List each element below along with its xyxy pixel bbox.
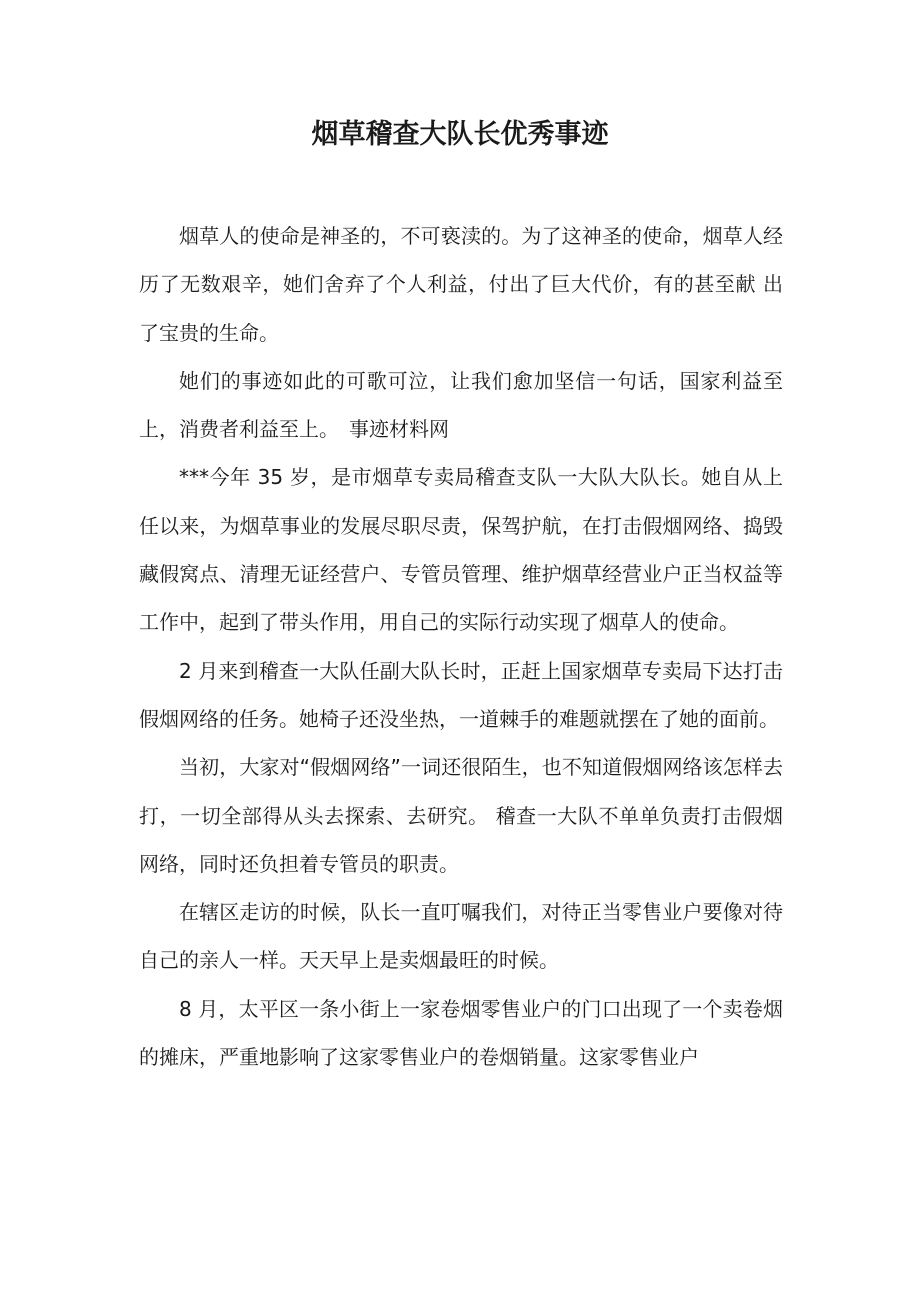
paragraph: 烟草人的使命是神圣的，不可亵渎的。为了这神圣的使命，烟草人经历了无数艰辛，她们舍弃了个人利益，付出了巨大代价，有的甚至献 出了宝贵的生命。: [139, 224, 783, 345]
paragraph: 她们的事迹如此的可歌可泣，让我们愈加坚信一句话，国家利益至上，消费者利益至上。 事迹材料网: [139, 368, 783, 442]
document-body: [139, 212, 783, 1081]
paragraph: 当初，大家对“假烟网络”一词还很陌生，也不知道假烟网络该怎样去打，一切全部得从头去探索、去研究。 稽查一大队不单单负责打击假烟网络，同时还负担着专管员的职责。: [139, 755, 783, 876]
paragraph: ***今年 35 岁，是市烟草专卖局稽查支队一大队大队长。她自从上任以来，为烟草事业的发展尽职尽责，保驾护航，在打击假烟网络、捣毁藏假窝点、清理无证经营户、专管员管理、维护烟草经营业户正当权益等工作中，起到了带头作用，用自己的实际行动实现了烟草人的使命。: [139, 465, 783, 635]
paragraph: 在辖区走访的时候，队长一直叮嘱我们，对待正当零售业户要像对待自己的亲人一样。天天早上是卖烟最旺的时候。: [139, 900, 783, 973]
paragraph: 8 月，太平区一条小街上一家卷烟零售业户的门口出现了一个卖卷烟的摊床，严重地影响了这家零售业户的卷烟销量。这家零售业户: [139, 996, 783, 1070]
document-title: 烟草稽查大队长优秀事迹: [311, 119, 609, 150]
paragraph: 2 月来到稽查一大队任副大队长时，正赶上国家烟草专卖局下达打击假烟网络的任务。她椅子还没坐热，一道棘手的难题就摆在了她的面前。: [139, 658, 783, 731]
